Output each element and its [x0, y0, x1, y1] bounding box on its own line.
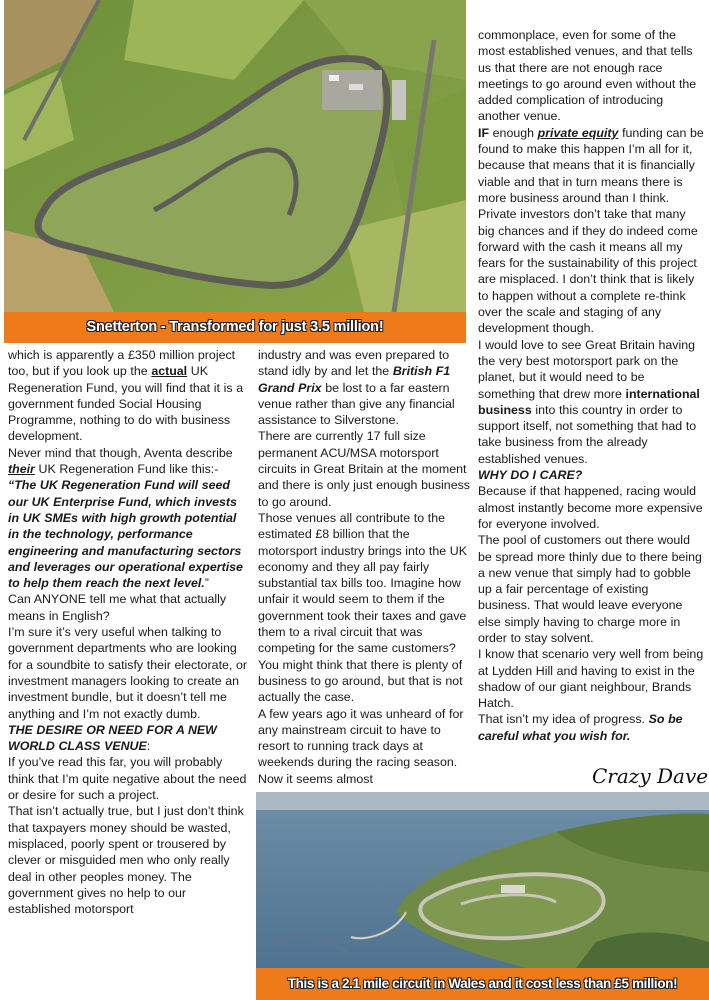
- snetterton-aerial-photo: [4, 0, 466, 312]
- author-signature: Crazy Dave: [592, 764, 709, 788]
- col3-heading: WHY DO I CARE?: [478, 468, 583, 483]
- col2-paragraph-3: Those venues all contribute to the estimated £8 billion that the motorsport industry brings into the UK economy and they all pay fairly substantial tax bills too. Imagine how unfair it would seem to them if the government took their taxes and gave them to a rival circuit that was competing for the same customers?: [258, 510, 467, 656]
- col3-paragraph-5: The pool of customers out there would be spread more thinly due to there being a new venue that simply had to gobble up a fair percentage of existing business. That would leave everyone else simply having to charge more in order to stay solvent.: [478, 533, 702, 645]
- col3-paragraph-2: IF enough private equity funding can be found to make this happen I’m all for it, because that means that it is financially viable and that in turn means there is more business around than I think. Private investors don’t take that many big chances and if they do indeed come forward with the cash it means all my fears for the sustainability of this project are misplaced. I don’t think that is likely to happen without a complete re-think over the scale and staging of any development though.: [478, 125, 704, 336]
- col1-quote: “The UK Regeneration Fund will seed our UK Enterprise Fund, which invests in UK SMEs with high growth potential in the technology, performance engineering and manufacturing sectors and leverages our operational expertise to help them reach the next level.”: [8, 478, 243, 591]
- article-column-1: [8, 347, 248, 917]
- col3-paragraph-6: I know that scenario very well from being at Lydden Hill and having to exist in the shadow of our giant neighbour, Brands Hatch.: [478, 647, 704, 711]
- col1-paragraph-5: If you’ve read this far, you will probably think that I’m quite negative about the need or desire for such a project.: [8, 755, 247, 803]
- col3-paragraph-4: Because if that happened, racing would almost instantly become more expensive for everyone involved.: [478, 484, 703, 531]
- col1-heading: THE DESIRE OR NEED FOR A NEW WORLD CLASS VENUE:: [8, 722, 217, 754]
- col1-paragraph-6: That isn’t actually true, but I just don’t think that taxpayers money should be wasted, misplaced, poorly spent or trousered by clever or misguided men who only really deal in other peoples money. The government gives no help to our established motorsport: [8, 804, 244, 917]
- col1-paragraph-4: I’m sure it’s very useful when talking to government departments who are looking for a soundbite to satisfy their electorate, or investment managers looking to create an investment bundle, but it doesn’t tell me anything and I’m not exactly dumb.: [8, 625, 248, 721]
- col3-paragraph-1: commonplace, even for some of the most established venues, and that tells us that there are not enough race meetings to go around even without the added complication of introducing another venue.: [478, 28, 697, 124]
- col3-paragraph-7: That isn’t my idea of progress. So be careful what you wish for.: [478, 712, 683, 743]
- col3-paragraph-3: I would love to see Great Britain having the very best motorsport park on the planet, but it would need to be something that drew more international business into this country in order to support itself, not something that had to take business from the already established venues.: [478, 337, 700, 466]
- article-column-3: [478, 27, 704, 744]
- bottom-photo-caption: This is a 2.1 mile circuit in Wales and it cost less than £5 million!: [256, 968, 709, 1000]
- col2-paragraph-5: A few years ago it was unheard of for any mainstream circuit to have to resort to running track days at weekends during the racing season. Now it seems almost: [258, 706, 464, 786]
- top-photo-caption: Snetterton - Transformed for just 3.5 million!: [4, 312, 466, 343]
- col2-paragraph-1: industry and was even prepared to stand idly by and let the British F1 Grand Prix be lost to a far eastern venue rather than give any financial assistance to Silverstone.: [258, 348, 455, 428]
- col1-paragraph-2: Never mind that though, Aventa describe their UK Regeneration Fund like this:-: [8, 445, 233, 477]
- col1-paragraph-1: which is apparently a £350 million project too, but if you look up the actual UK Regeneration Fund, you will find that it is a government funded Social Housing Programme, nothing to do with business development.: [8, 348, 244, 444]
- col2-paragraph-2: There are currently 17 full size permanent ACU/MSA motorsport circuits in Great Britain at the moment and there is only just enough business to go around.: [258, 429, 470, 509]
- col2-paragraph-4: You might think that there is plenty of business to go around, but that is not actually the case.: [258, 657, 463, 705]
- article-column-2: [258, 347, 470, 787]
- col1-paragraph-3: Can ANYONE tell me what that actually means in English?: [8, 592, 227, 623]
- wales-circuit-aerial-photo: [256, 792, 709, 968]
